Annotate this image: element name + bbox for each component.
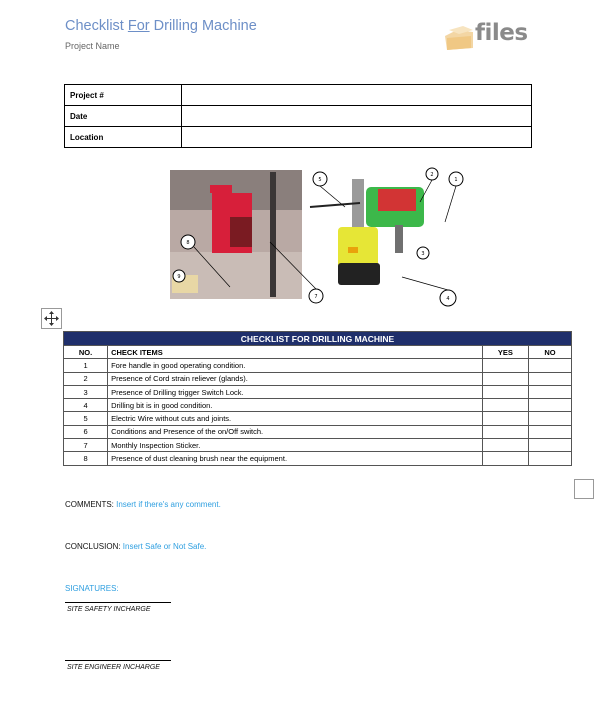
header-yes: YES bbox=[482, 346, 528, 359]
document-title[interactable] bbox=[65, 18, 257, 34]
callout-1-leader bbox=[445, 186, 456, 222]
row-check-item: Presence of Drilling trigger Switch Lock. bbox=[108, 385, 483, 398]
row-no-cell[interactable] bbox=[528, 359, 571, 372]
files-logo bbox=[443, 20, 543, 54]
table-row bbox=[64, 412, 572, 425]
row-no-cell[interactable] bbox=[528, 385, 571, 398]
callout-4-leader bbox=[402, 277, 448, 290]
drill-switch-box bbox=[378, 189, 416, 211]
table-row bbox=[64, 372, 572, 385]
row-yes-cell[interactable] bbox=[482, 425, 528, 438]
row-yes-cell[interactable] bbox=[482, 412, 528, 425]
row-no-cell[interactable] bbox=[528, 452, 571, 465]
table-row bbox=[64, 452, 572, 465]
comments-hint: Insert if there's any comment. bbox=[116, 500, 221, 509]
row-yes-cell[interactable] bbox=[482, 452, 528, 465]
info-label-project: Project # bbox=[65, 85, 182, 106]
engineer-signature-line[interactable] bbox=[65, 660, 171, 661]
row-no-cell[interactable] bbox=[528, 425, 571, 438]
info-row-project bbox=[65, 85, 532, 106]
row-no-cell[interactable] bbox=[528, 412, 571, 425]
title-underlined-word: For bbox=[127, 18, 150, 34]
table-row bbox=[64, 425, 572, 438]
row-number: 7 bbox=[64, 439, 108, 452]
row-no-cell[interactable] bbox=[528, 399, 571, 412]
photo-column bbox=[270, 172, 276, 297]
table-resize-handle[interactable] bbox=[574, 479, 594, 499]
table-row bbox=[64, 385, 572, 398]
row-yes-cell[interactable] bbox=[482, 439, 528, 452]
callout-7-label: 7 bbox=[314, 294, 318, 300]
callout-8-label: 8 bbox=[186, 240, 190, 246]
callout-9-label: 9 bbox=[177, 274, 181, 280]
title-prefix: Checklist bbox=[65, 18, 128, 34]
table-move-handle[interactable] bbox=[41, 308, 62, 329]
info-value-date[interactable] bbox=[182, 106, 532, 127]
row-yes-cell[interactable] bbox=[482, 372, 528, 385]
info-row-location bbox=[65, 127, 532, 148]
callout-3-label: 3 bbox=[421, 251, 425, 257]
safety-signature-label: SITE SAFETY INCHARGE bbox=[67, 606, 151, 613]
photo-drill-motor bbox=[230, 217, 252, 247]
comments-section[interactable] bbox=[65, 500, 221, 509]
files-logo-icon bbox=[443, 24, 477, 52]
row-check-item: Electric Wire without cuts and joints. bbox=[108, 412, 483, 425]
info-label-location: Location bbox=[65, 127, 182, 148]
callout-1-label: 1 bbox=[454, 177, 458, 183]
info-row-date bbox=[65, 106, 532, 127]
signatures-title: SIGNATURES: bbox=[65, 584, 119, 593]
row-yes-cell[interactable] bbox=[482, 359, 528, 372]
row-number: 6 bbox=[64, 425, 108, 438]
callout-4-label: 4 bbox=[446, 296, 450, 302]
comments-label: COMMENTS: bbox=[65, 500, 117, 509]
table-row bbox=[64, 359, 572, 372]
info-value-project[interactable] bbox=[182, 85, 532, 106]
table-row bbox=[64, 399, 572, 412]
conclusion-hint: Insert Safe or Not Safe. bbox=[122, 542, 207, 551]
row-yes-cell[interactable] bbox=[482, 399, 528, 412]
row-check-item: Fore handle in good operating condition. bbox=[108, 359, 483, 372]
checklist-table bbox=[63, 331, 572, 466]
engineer-signature-label: SITE ENGINEER INCHARGE bbox=[67, 664, 160, 671]
conclusion-section[interactable] bbox=[65, 542, 206, 551]
title-suffix: Drilling Machine bbox=[149, 18, 257, 34]
callout-5-label: 5 bbox=[318, 177, 322, 183]
row-no-cell[interactable] bbox=[528, 372, 571, 385]
photo-clamp-top bbox=[210, 185, 232, 193]
row-no-cell[interactable] bbox=[528, 439, 571, 452]
row-number: 3 bbox=[64, 385, 108, 398]
files-logo-text: files bbox=[475, 20, 528, 46]
conclusion-label: CONCLUSION: bbox=[65, 542, 123, 551]
row-yes-cell[interactable] bbox=[482, 385, 528, 398]
callout-2-label: 2 bbox=[430, 172, 434, 178]
drill-magnet-base bbox=[338, 263, 380, 285]
checklist-banner-row bbox=[64, 332, 572, 346]
info-label-date: Date bbox=[65, 106, 182, 127]
row-check-item: Monthly Inspection Sticker. bbox=[108, 439, 483, 452]
header-no-answer: NO bbox=[528, 346, 571, 359]
row-check-item: Drilling bit is in good condition. bbox=[108, 399, 483, 412]
drill-spindle bbox=[395, 225, 403, 253]
project-info-table bbox=[64, 84, 532, 148]
row-check-item: Presence of dust cleaning brush near the equipment. bbox=[108, 452, 483, 465]
row-number: 5 bbox=[64, 412, 108, 425]
row-check-item: Conditions and Presence of the on/Off switch. bbox=[108, 425, 483, 438]
row-check-item: Presence of Cord strain reliever (glands). bbox=[108, 372, 483, 385]
drilling-machine-illustration bbox=[170, 167, 470, 307]
project-name-subtitle[interactable]: Project Name bbox=[65, 41, 120, 51]
row-number: 4 bbox=[64, 399, 108, 412]
move-arrows-icon bbox=[42, 309, 61, 328]
checklist-header-row bbox=[64, 346, 572, 359]
header-check-items: CHECK ITEMS bbox=[108, 346, 483, 359]
row-number: 8 bbox=[64, 452, 108, 465]
row-number: 2 bbox=[64, 372, 108, 385]
row-number: 1 bbox=[64, 359, 108, 372]
info-value-location[interactable] bbox=[182, 127, 532, 148]
callout-5-leader bbox=[320, 186, 345, 207]
drill-warning-label bbox=[348, 247, 358, 253]
checklist-banner: CHECKLIST FOR DRILLING MACHINE bbox=[64, 332, 572, 346]
header-no: NO. bbox=[64, 346, 108, 359]
safety-signature-line[interactable] bbox=[65, 602, 171, 603]
table-row bbox=[64, 439, 572, 452]
